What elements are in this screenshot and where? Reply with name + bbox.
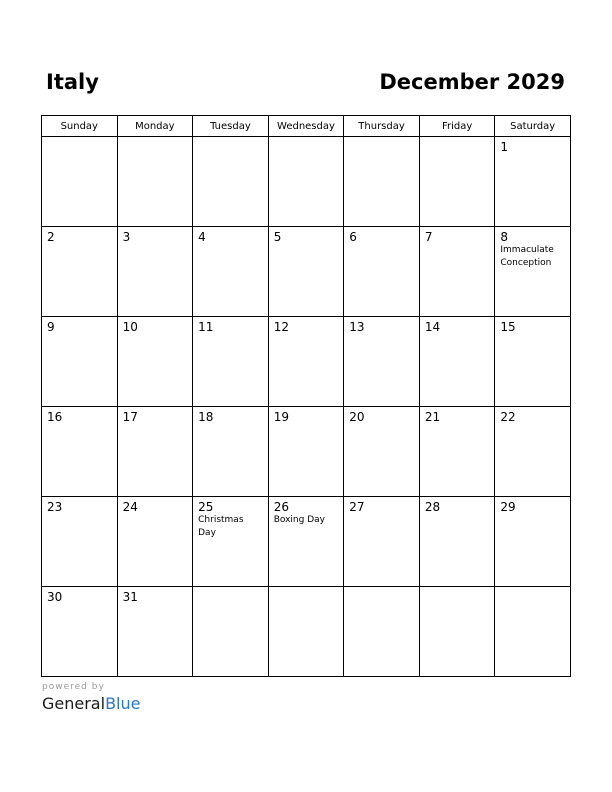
day-cell <box>344 497 420 587</box>
empty-day-cell <box>117 137 193 227</box>
day-number: 20 <box>349 410 365 424</box>
day-number: 4 <box>198 230 206 244</box>
day-number: 23 <box>47 500 63 514</box>
day-number: 21 <box>424 410 441 424</box>
weekday-header-row <box>42 116 571 137</box>
day-cell <box>268 317 344 407</box>
empty-day-cell <box>495 587 571 677</box>
day-number: 11 <box>198 320 214 334</box>
weekday-thursday: Thursday <box>344 116 420 137</box>
day-cell <box>495 497 571 587</box>
day-cell <box>117 587 193 677</box>
week-row <box>42 137 571 227</box>
empty-day-cell <box>268 137 344 227</box>
empty-day-cell <box>344 137 420 227</box>
day-number: 14 <box>424 320 441 334</box>
day-number: 30 <box>47 590 63 604</box>
weekday-tuesday: Tuesday <box>193 116 269 137</box>
day-number: 28 <box>424 500 441 514</box>
day-cell <box>495 227 571 317</box>
day-cell <box>42 497 118 587</box>
day-cell <box>42 227 118 317</box>
day-number: 2 <box>47 230 55 244</box>
empty-day-cell <box>419 137 495 227</box>
weekday-sunday: Sunday <box>42 116 118 137</box>
weekday-wednesday: Wednesday <box>268 116 344 137</box>
day-cell <box>419 227 495 317</box>
empty-day-cell <box>193 137 269 227</box>
day-number: 13 <box>349 320 365 334</box>
day-cell <box>419 407 495 497</box>
day-number: 25 <box>198 500 214 514</box>
day-number: 8 <box>500 230 509 244</box>
empty-day-cell <box>344 587 420 677</box>
day-number: 16 <box>47 410 63 424</box>
empty-day-cell <box>193 587 269 677</box>
day-number: 5 <box>273 230 282 244</box>
weekday-saturday: Saturday <box>495 116 571 137</box>
day-cell <box>344 227 420 317</box>
footer <box>42 682 140 713</box>
day-cell <box>268 407 344 497</box>
empty-day-cell <box>268 587 344 677</box>
day-cell <box>193 227 269 317</box>
week-row <box>42 497 571 587</box>
day-cell <box>117 407 193 497</box>
day-cell <box>495 407 571 497</box>
day-number: 3 <box>122 230 131 244</box>
week-row <box>42 227 571 317</box>
calendar-grid <box>41 115 571 677</box>
week-row <box>42 317 571 407</box>
day-cell <box>193 407 269 497</box>
day-cell <box>117 317 193 407</box>
holiday-label: Immaculate Conception <box>500 245 554 268</box>
day-cell <box>117 497 193 587</box>
month-title: December 2029 <box>379 70 565 94</box>
empty-day-cell <box>42 137 118 227</box>
day-number: 7 <box>424 230 433 244</box>
powered-by-text: powered by <box>42 682 105 692</box>
week-row <box>42 587 571 677</box>
day-number: 15 <box>500 320 516 334</box>
day-cell <box>268 227 344 317</box>
day-cell <box>42 317 118 407</box>
country-title: Italy <box>46 70 99 94</box>
day-number: 26 <box>273 500 289 514</box>
day-cell <box>42 587 118 677</box>
day-cell <box>419 317 495 407</box>
generalblue-logo[interactable] <box>42 694 140 713</box>
day-cell <box>193 497 269 587</box>
day-cell <box>419 497 495 587</box>
holiday-label: Boxing Day <box>273 515 325 525</box>
day-number: 29 <box>500 500 516 514</box>
day-number: 18 <box>198 410 214 424</box>
day-cell <box>495 317 571 407</box>
day-cell <box>193 317 269 407</box>
day-cell <box>344 407 420 497</box>
weekday-monday: Monday <box>117 116 193 137</box>
day-number: 24 <box>122 500 138 514</box>
day-number: 22 <box>500 410 516 424</box>
day-number: 19 <box>273 410 289 424</box>
day-cell <box>344 317 420 407</box>
day-cell <box>42 407 118 497</box>
calendar-header <box>41 70 571 100</box>
day-cell <box>268 497 344 587</box>
day-number: 9 <box>47 320 55 334</box>
day-number: 17 <box>122 410 138 424</box>
holiday-label: Christmas Day <box>198 515 244 538</box>
day-number: 6 <box>349 230 357 244</box>
day-number: 27 <box>349 500 365 514</box>
empty-day-cell <box>419 587 495 677</box>
week-row <box>42 407 571 497</box>
weekday-friday: Friday <box>419 116 495 137</box>
day-number: 10 <box>122 320 138 334</box>
day-number: 12 <box>273 320 289 334</box>
day-number: 31 <box>122 590 138 604</box>
day-number: 1 <box>500 140 509 154</box>
brand-blue-text: Blue <box>105 694 141 713</box>
day-cell <box>495 137 571 227</box>
day-cell <box>117 227 193 317</box>
brand-general-text: General <box>42 694 106 713</box>
